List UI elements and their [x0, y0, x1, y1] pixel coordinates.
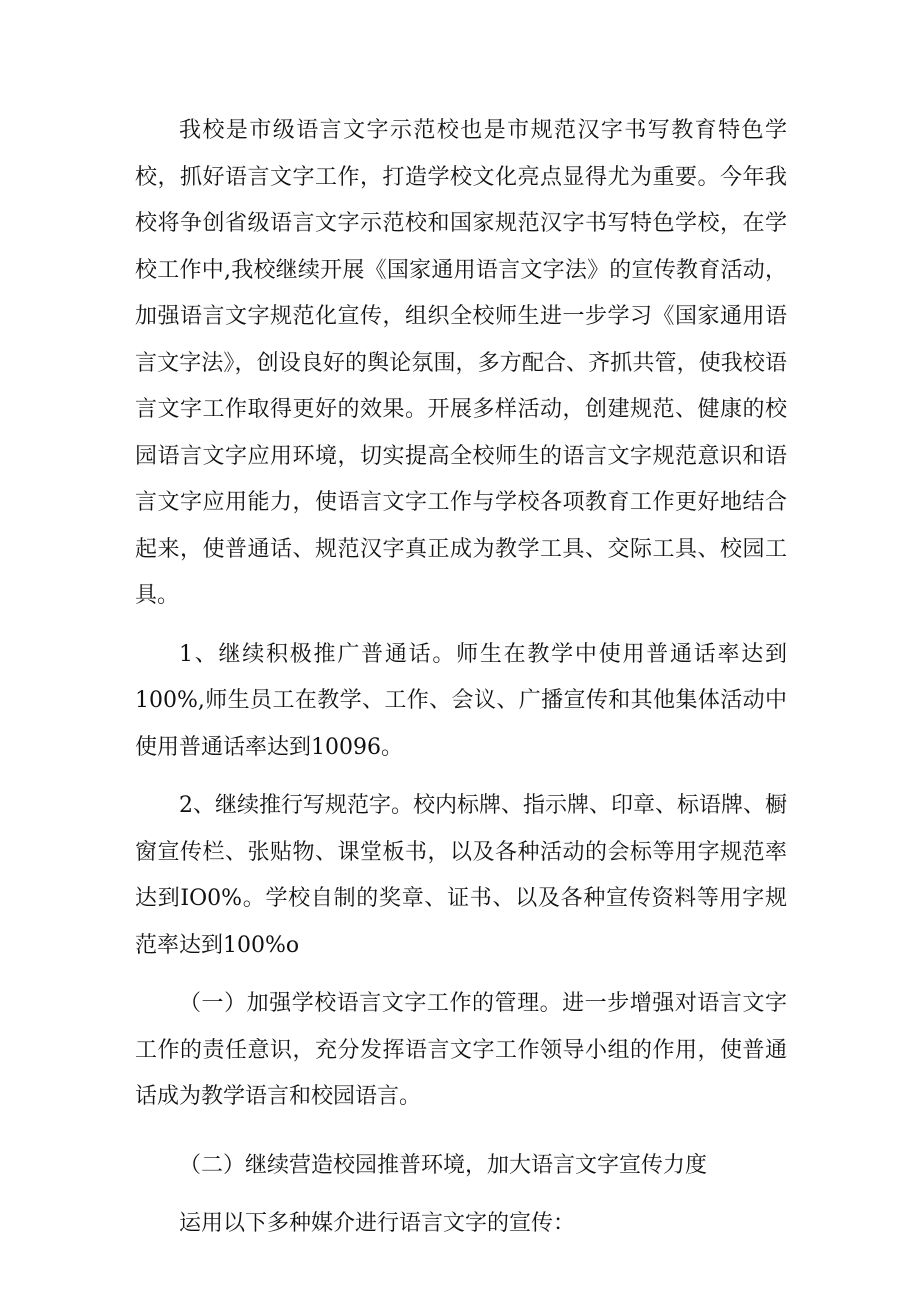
document-body: [135, 108, 787, 1248]
paragraph-item-2-standard-characters: 2、继续推行写规范字。校内标牌、指示牌、印章、标语牌、橱窗宣传栏、张贴物、课堂板书，以及各种活动的会标等用字规范率达到IO0%。学校自制的奖章、证书、以及各种宣传资料等用字规范率达到100%o: [135, 793, 787, 958]
paragraph-section-2-environment: （二）继续营造校园推普环境，加大语言文字宣传力度: [179, 1152, 708, 1178]
paragraph-media-intro: 运用以下多种媒介进行语言文字的宣传：: [179, 1211, 576, 1236]
paragraph-section-1-management: （一）加强学校语言文字工作的管理。进一步增强对语言文字工作的责任意识，充分发挥语言文字工作领导小组的作用，使普通话成为教学语言和校园语言。: [135, 991, 787, 1109]
paragraph-intro: 我校是市级语言文字示范校也是市规范汉字书写教育特色学校，抓好语言文字工作，打造学校文化亮点显得尤为重要。今年我校将争创省级语言文字示范校和国家规范汉字书写特色学校，在学校工作中,我校继续开展《国家通用语言文字法》的宣传教育活动，加强语言文字规范化宣传，组织全校师生进一步学习《国家通用语言文字法》，创设良好的舆论氛围，多方配合、齐抓共管，使我校语言文字工作取得更好的效果。开展多样活动，创建规范、健康的校园语言文字应用环境，切实提高全校师生的语言文字规范意识和语言文字应用能力，使语言文字工作与学校各项教育工作更好地结合起来，使普通话、规范汉字真正成为教学工具、交际工具、校园工具。: [135, 118, 787, 608]
paragraph-item-1-putonghua: 1、继续积极推广普通话。师生在教学中使用普通话率达到100%,师生员工在教学、工作、会议、广播宣传和其他集体活动中使用普通话率达到10096。: [135, 641, 787, 760]
